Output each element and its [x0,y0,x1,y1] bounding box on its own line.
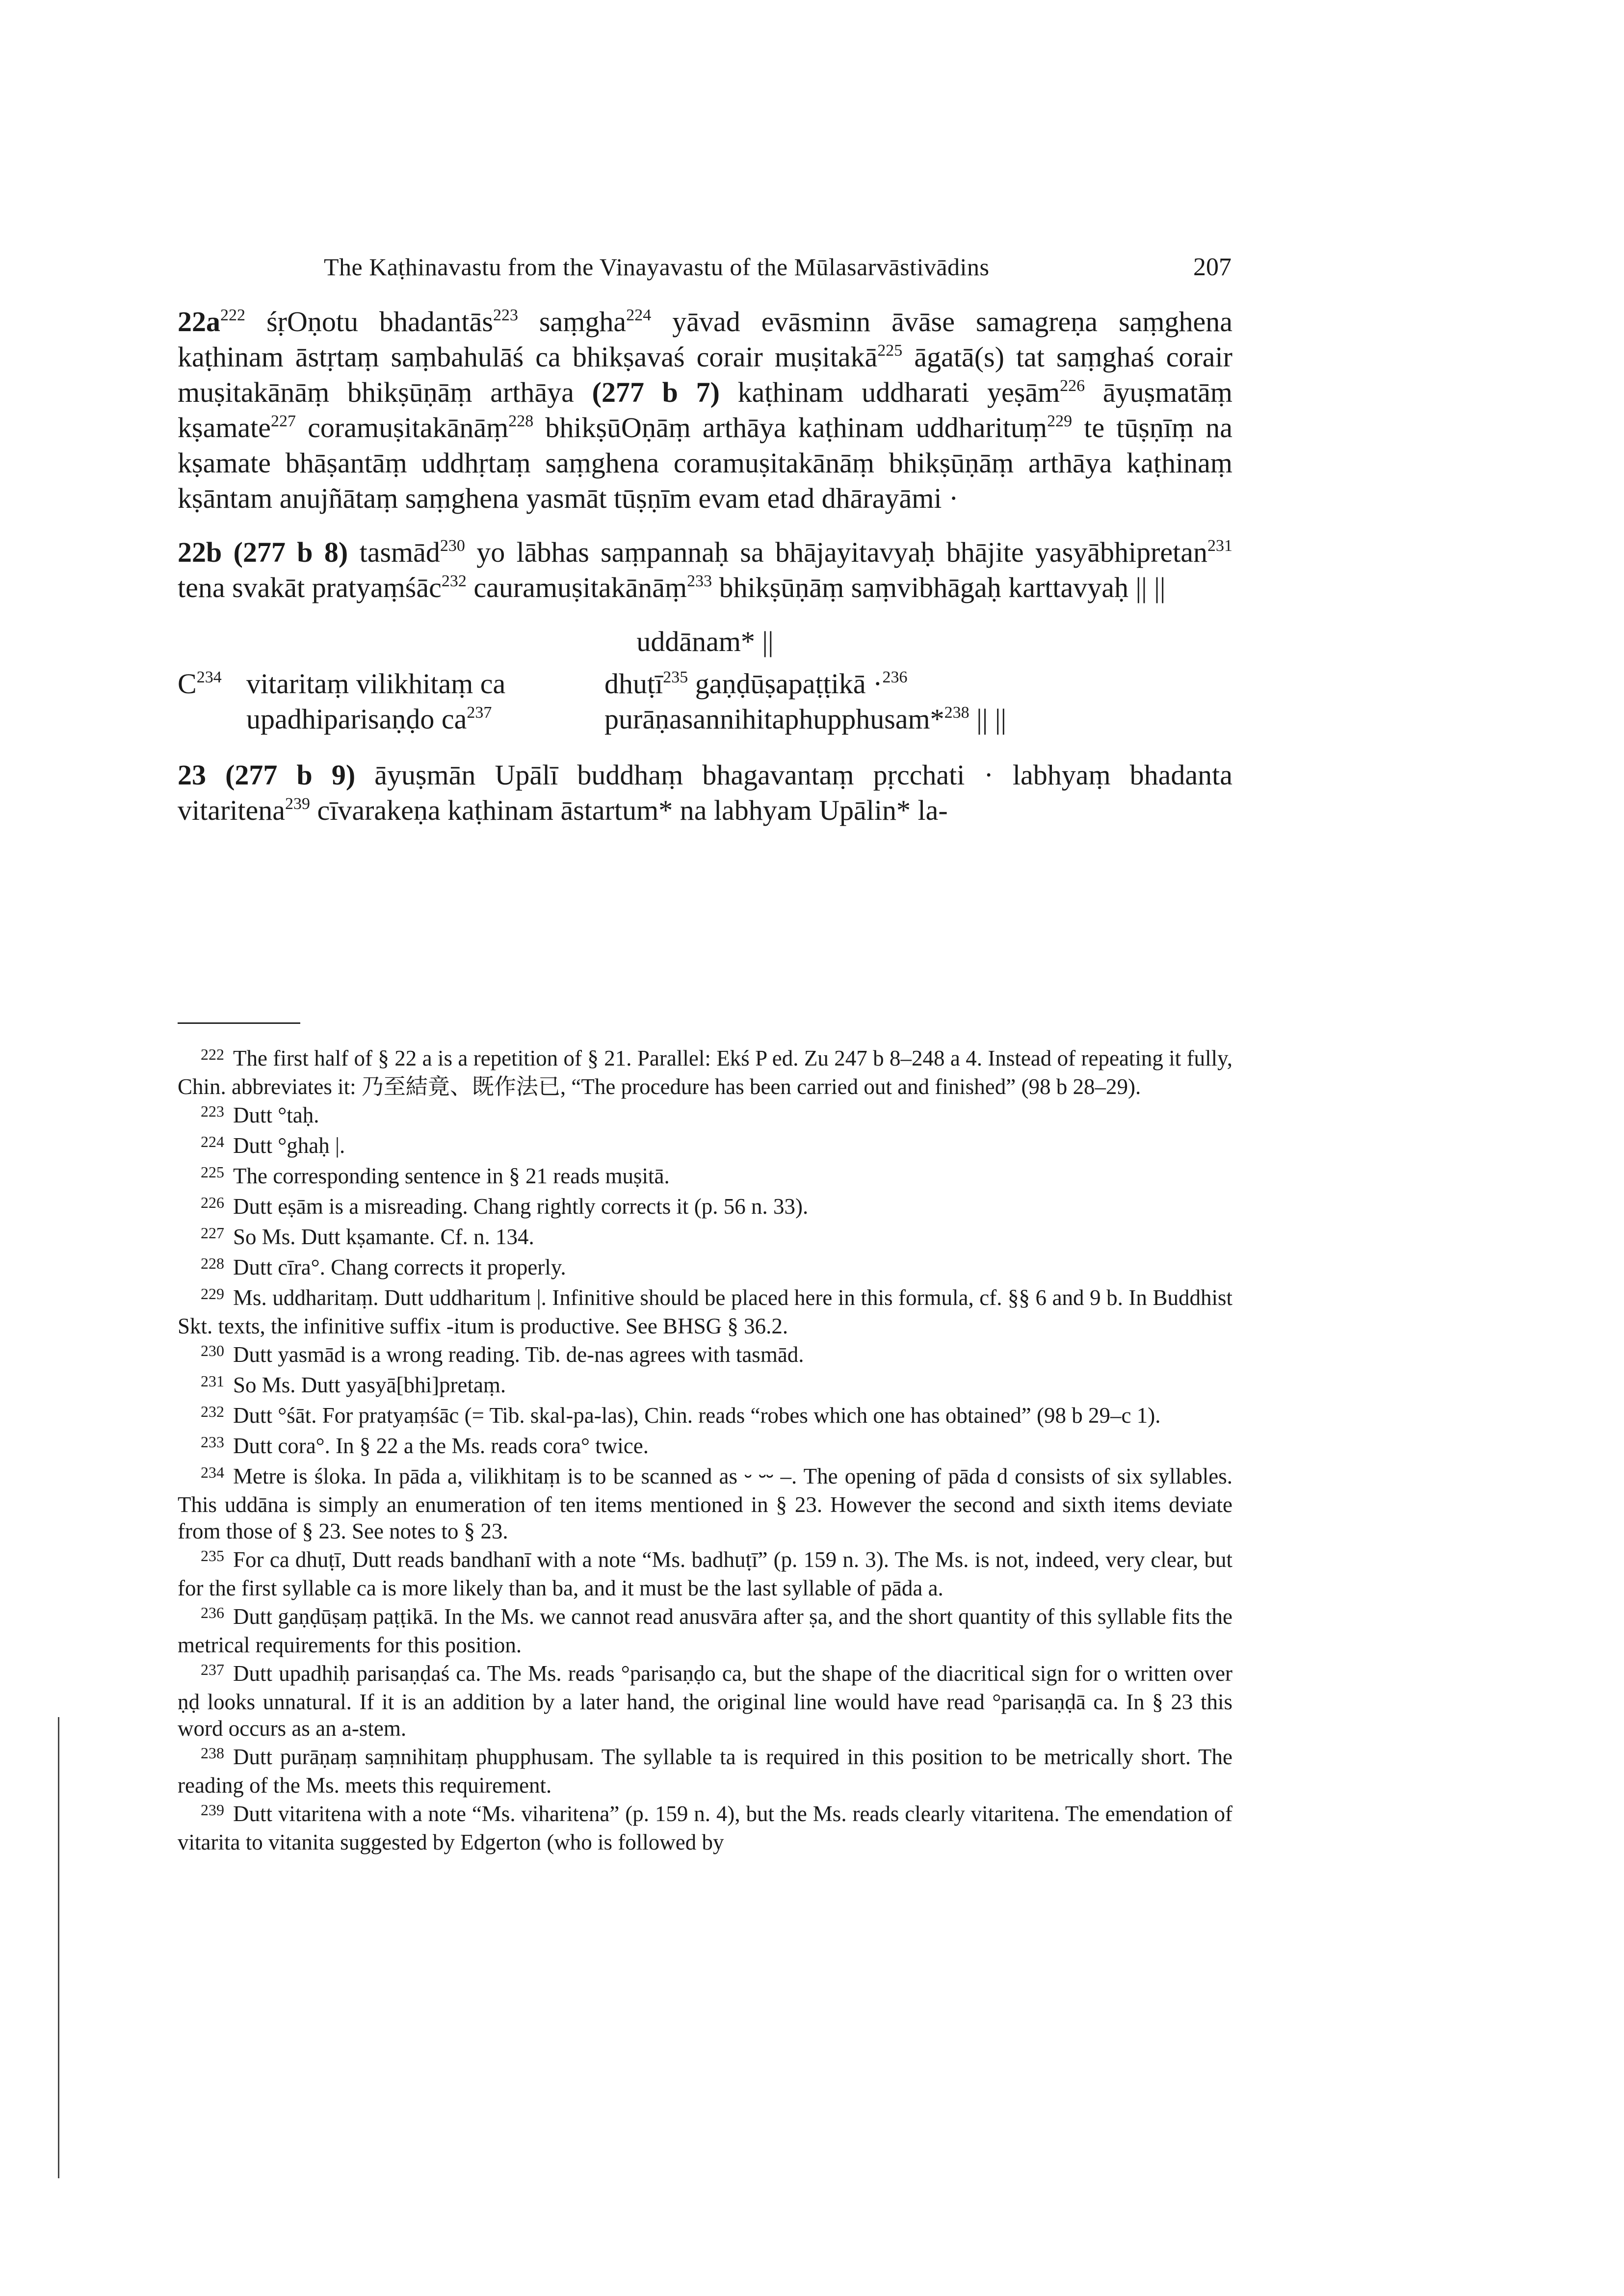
pada-c [246,702,492,737]
text-run: saṃgha [518,306,627,338]
main-text [178,304,1232,847]
verse-label-letter: C [178,668,197,700]
footnote-ref: 227 [271,412,296,430]
section-number: 23 [178,759,206,791]
footnote [178,1102,1232,1130]
paragraph-23 [178,757,1232,828]
footnote-number: 224 [201,1133,224,1150]
footnote [178,1193,1232,1222]
text-run: āyuṣmatāṃ kṣamate [178,376,1233,444]
footnote [178,1045,1232,1100]
footnote [178,1603,1232,1658]
footnote-text: Dutt cīra°. Chang corrects it properly. [233,1255,566,1279]
text-run: bhikṣūOṇāṃ arthāya kaṭhinam uddharituṃ [533,412,1048,444]
text-run: cīvarakeṇa kaṭhinam āstartum* na labhyam Upālin* la- [310,794,948,826]
footnote-ref: 234 [196,668,222,686]
footnote-text: Dutt vitaritena with a note “Ms. viharitena” (p. 159 n. 4), but the Ms. reads clearly vitaritena. The emendation of vitarita to vitanita suggested by Edgerton (who is followed by [178,1801,1232,1854]
footnote-text: So Ms. Dutt yasyā[bhi]pretaṃ. [233,1373,506,1397]
footnote-ref: 236 [882,668,908,686]
verse-word: purāṇasannihitaphupphusam* [604,703,944,735]
footnote-number: 225 [201,1163,224,1181]
footnote-ref: 226 [1060,376,1085,395]
footnote-number: 237 [201,1661,224,1678]
footnote-text: For ca dhuṭī, Dutt reads bandhanī with a note “Ms. badhuṭī” (p. 159 n. 3). The Ms. is not, indeed, very clear, but for the first syllable ca is more likely than ba, and it must be the last syllable of pāda a. [178,1547,1232,1600]
footnote-ref: 235 [663,668,688,686]
footnote-number: 222 [201,1045,224,1063]
footnote-text: Ms. uddharitaṃ. Dutt uddharitum |. Infinitive should be placed here in this formula, cf. §§ 6 and 9 b. In Buddhist Skt. texts, the infinitive suffix -itum is productive. See BHSG § 36.2. [178,1285,1232,1338]
footnote-ref: 222 [220,306,245,324]
footnote-number: 234 [201,1463,224,1481]
pada-d [604,702,1006,737]
footnotes [178,1045,1232,1857]
scan-margin-line [58,1717,59,2178]
footnote-text: The first half of § 22 a is a repetition of § 21. Parallel: Ekś P ed. Zu 247 b 8–248 a 4. Instead of repeating it fully, Chin. abbreviates it: 乃至結竟、既作法已, “The procedure has been carried out and finished” (98 b 28–29). [178,1046,1232,1099]
footnote-text: Dutt gaṇḍūṣaṃ paṭṭikā. In the Ms. we cannot read anusvāra after ṣa, and the short quantity of this syllable fits the metrical requirements for this position. [178,1604,1232,1657]
footnote-ref: 232 [441,572,467,590]
footnote [178,1254,1232,1282]
footnote-separator [178,1022,300,1024]
folio-reference: (277 b 8) [233,536,348,568]
footnote-ref: 233 [687,572,712,590]
footnote-number: 233 [201,1433,224,1451]
footnote [178,1163,1232,1191]
text-run: kaṭhinam uddharati yeṣām [719,376,1060,408]
footnote-number: 227 [201,1224,224,1242]
pada-b [604,666,907,702]
uddana-verse [178,666,1232,740]
uddana-heading: uddānam* || [636,626,774,657]
page-number: 207 [1193,253,1231,281]
footnote [178,1546,1232,1601]
text-run: te tūṣṇīṃ na kṣamate bhāṣantāṃ uddhṛtaṃ saṃghena coramuṣitakānāṃ bhikṣūṇāṃ arthāya kaṭhinaṃ kṣāntam anujñātaṃ saṃghena yasmāt tūṣṇīm evam etad dhārayāmi · [178,412,1233,514]
footnote-ref: 229 [1047,412,1073,430]
folio-reference: (277 b 9) [225,759,356,791]
footnote-text: Dutt cora°. In § 22 a the Ms. reads cora° twice. [233,1434,649,1458]
text-run: śṛOṇotu bhadantās [245,306,493,338]
footnote-number: 230 [201,1342,224,1359]
footnote-ref: 238 [944,703,969,722]
footnote-text: Dutt °taḥ. [233,1103,319,1127]
footnote-ref: 237 [467,703,492,722]
text-run: coramuṣitakānāṃ [296,412,509,444]
folio-reference: (277 b 7) [592,376,720,408]
text-run: yo lābhas saṃpannaḥ sa bhājayitavyaḥ bhājite yasyābhipretan [465,536,1208,568]
verse-word: gaṇḍūṣapaṭṭikā · [688,668,883,700]
footnote-number: 226 [201,1194,224,1211]
footnote-ref: 230 [440,536,465,555]
footnote [178,1132,1232,1161]
footnote-text: Dutt purāṇaṃ saṃnihitaṃ phupphusam. The syllable ta is required in this position to be metrically short. The reading of the Ms. meets this requirement. [178,1745,1232,1798]
text-run: tena svakāt pratyaṃśāc [178,572,442,603]
text-run: yāvad evāsminn āvāse samagreṇa saṃghena kaṭhinam āstṛtaṃ saṃbahulāś ca bhikṣavaś corair muṣitakā [178,306,1232,373]
footnote-text: Dutt °ghaḥ |. [233,1133,345,1158]
footnote-number: 231 [201,1372,224,1390]
footnote-number: 228 [201,1254,224,1272]
footnote-ref: 224 [626,306,652,324]
text-run: bhikṣūṇāṃ saṃvibhāgaḥ karttavyaḥ || || [712,572,1166,603]
footnote-number: 232 [201,1403,224,1420]
pada-a: vitaritaṃ vilikhitaṃ ca [246,668,506,700]
footnote-ref: 223 [493,306,518,324]
footnote [178,1800,1232,1855]
footnote-number: 229 [201,1285,224,1303]
footnote [178,1341,1232,1370]
footnote-text: So Ms. Dutt kṣamante. Cf. n. 134. [233,1225,534,1249]
footnote-number: 236 [201,1604,224,1621]
footnote-text: Dutt eṣām is a misreading. Chang rightly corrects it (p. 56 n. 33). [233,1194,809,1219]
footnote-number: 239 [201,1801,224,1819]
footnote [178,1284,1232,1339]
footnote-text: Dutt °śāt. For pratyaṃśāc (= Tib. skal-pa-las), Chin. reads “robes which one has obtained” (98 b 29–c 1). [233,1403,1161,1428]
footnote-ref: 239 [285,794,311,813]
footnote-number: 223 [201,1102,224,1120]
footnote-number: 238 [201,1744,224,1762]
footnote-text: Dutt yasmād is a wrong reading. Tib. de-nas agrees with tasmād. [233,1342,804,1367]
text-run: āgatā(s) tat saṃghaś corair muṣitakānāṃ bhikṣūṇāṃ arthāya [178,341,1232,408]
footnote-ref: 228 [508,412,534,430]
footnote [178,1660,1232,1742]
footnote [178,1224,1232,1252]
verse-word: dhuṭī [604,668,663,700]
paragraph-22b [178,535,1232,605]
footnote-text: The corresponding sentence in § 21 reads muṣitā. [233,1164,670,1188]
section-number: 22b [178,536,222,568]
verse-word: upadhiparisaṇḍo ca [246,703,467,735]
text-run: cauramuṣitakānāṃ [466,572,687,603]
footnote [178,1744,1232,1799]
footnote-number: 235 [201,1547,224,1565]
running-title: The Kaṭhinavastu from the Vinayavastu of the Mūlasarvāstivādins [324,253,990,281]
footnote [178,1463,1232,1544]
verse-word: || || [969,703,1007,735]
section-number: 22a [178,306,220,338]
footnote-ref: 225 [877,341,903,360]
text-run: tasmād [348,536,440,568]
paragraph-22a [178,304,1232,516]
verse-label [178,666,222,702]
footnote [178,1433,1232,1461]
footnote [178,1372,1232,1400]
text-run: āyuṣmān Upālī buddhaṃ bhagavantaṃ pṛcchati · labhyaṃ bhadanta vitaritena [178,759,1233,826]
footnote [178,1402,1232,1431]
footnote-ref: 231 [1207,536,1233,555]
footnote-text: Dutt upadhiḥ parisaṇḍaś ca. The Ms. reads °parisaṇḍo ca, but the shape of the diacritical sign for o written over ṇḍ looks unnatural. If it is an addition by a later hand, the original line would have read °parisaṇḍā ca. In § 23 this word occurs as an a-stem. [178,1661,1232,1741]
footnote-text: Metre is śloka. In pāda a, vilikhitaṃ is to be scanned as ⏑ ⏑⏑ –. The opening of pāda d consists of six syllables. This uddāna is simply an enumeration of ten items mentioned in § 23. However the second and sixth items deviate from those of § 23. See notes to § 23. [178,1464,1232,1543]
